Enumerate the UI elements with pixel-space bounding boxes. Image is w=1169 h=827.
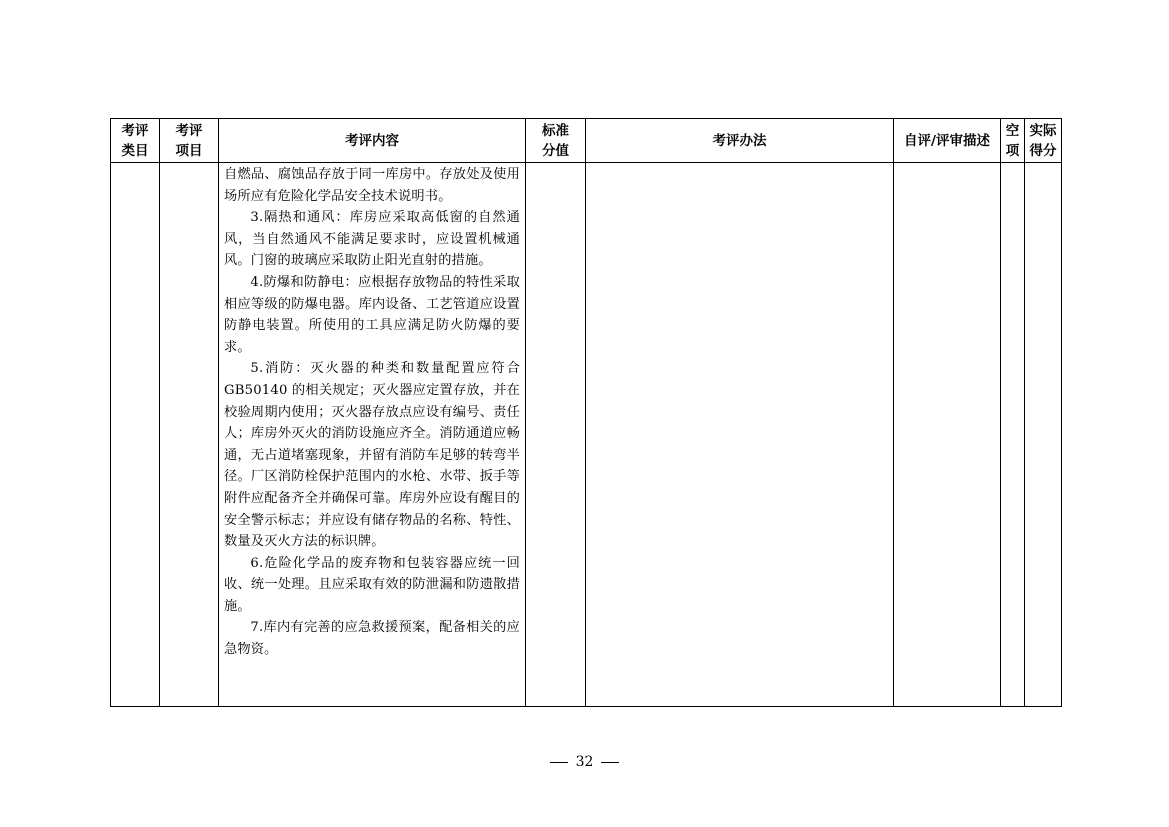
evaluation-table	[110, 118, 1062, 707]
footer-dash-left	[550, 762, 568, 763]
page-number: 32	[575, 754, 594, 770]
cell-actual-score	[1025, 163, 1062, 707]
cell-method	[586, 163, 894, 707]
content-paragraph-continuation: 自燃品、腐蚀品存放于同一库房中。存放处及使用场所应有危险化学品安全技术说明书。	[224, 167, 520, 204]
table-row	[111, 163, 1062, 707]
header-content: 考评内容	[219, 119, 526, 163]
header-blank: 空 项	[1001, 119, 1025, 163]
header-self-eval: 自评/评审描述	[894, 119, 1001, 163]
page-footer	[0, 752, 1169, 772]
header-standard-score: 标准 分值	[526, 119, 586, 163]
header-actual-score: 实际 得分	[1025, 119, 1062, 163]
cell-category	[111, 163, 160, 707]
content-paragraph-fire-protection: 5.消防：灭火器的种类和数量配置应符合GB50140 的相关规定；灭火器应定置存放，并在校验周期内使用；灭火器存放点应设有编号、责任人；库房外灭火的消防设施应齐全。消防通道应畅通，无占道堵塞现象，并留有消防车足够的转弯半径。厂区消防栓保护范围内的水枪、水带、扳手等附件应配备齐全并确保可靠。库房外应设有醒目的安全警示标志；并应设有储存物品的名称、特性、数量及灭火方法的标识牌。	[224, 361, 520, 550]
content-paragraph-emergency: 7.库内有完善的应急救援预案，配备相关的应急物资。	[224, 620, 520, 658]
content-paragraph-explosion-proof: 4.防爆和防静电：应根据存放物品的特性采取相应等级的防爆电器。库内设备、工艺管道应设置防静电装置。所使用的工具应满足防火防爆的要求。	[224, 274, 520, 355]
header-method: 考评办法	[586, 119, 894, 163]
cell-item	[160, 163, 219, 707]
header-row	[111, 119, 1062, 163]
cell-standard-score	[526, 163, 586, 707]
content-paragraph-waste: 6.危险化学品的废弃物和包装容器应统一回收、统一处理。且应采取有效的防泄漏和防遗散措施。	[224, 555, 520, 614]
content-paragraph-ventilation: 3.隔热和通风：库房应采取高低窗的自然通风，当自然通风不能满足要求时，应设置机械通风。门窗的玻璃应采取防止阳光直射的措施。	[224, 210, 520, 269]
footer-dash-right	[601, 762, 619, 763]
cell-content	[219, 163, 526, 707]
header-item: 考评 项目	[160, 119, 219, 163]
cell-blank	[1001, 163, 1025, 707]
header-category: 考评 类目	[111, 119, 160, 163]
cell-self-eval	[894, 163, 1001, 707]
